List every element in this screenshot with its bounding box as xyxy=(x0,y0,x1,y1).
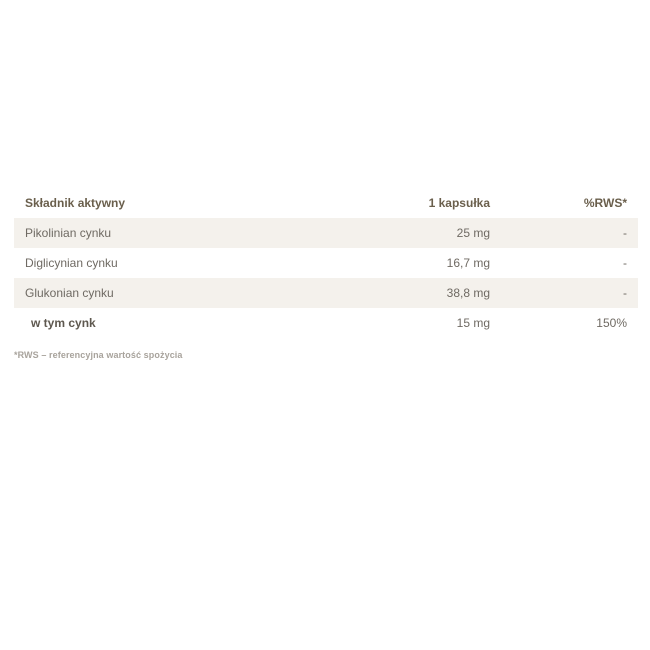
table-row xyxy=(14,278,638,308)
header-rws: %RWS* xyxy=(583,196,627,210)
row-rws: 150% xyxy=(596,316,627,330)
row-rws: - xyxy=(490,278,638,308)
row-ingredient: Pikolinian cynku xyxy=(14,218,394,248)
row-per-capsule: 15 mg xyxy=(456,316,490,330)
row-per-capsule: 25 mg xyxy=(394,218,490,248)
table-row-subtotal xyxy=(14,308,638,338)
row-per-capsule: 38,8 mg xyxy=(394,278,490,308)
rws-footnote: *RWS – referencyjna wartość spożycia xyxy=(14,350,183,360)
header-ingredient: Składnik aktywny xyxy=(25,196,126,210)
table-header xyxy=(14,188,638,218)
row-ingredient: Glukonian cynku xyxy=(14,278,394,308)
row-rws: - xyxy=(490,218,638,248)
row-ingredient: Diglicynian cynku xyxy=(25,256,118,270)
row-per-capsule: 16,7 mg xyxy=(446,256,490,270)
header-row xyxy=(14,188,638,218)
nutrition-table xyxy=(14,188,638,338)
table-row xyxy=(14,248,638,278)
row-rws: - xyxy=(623,256,627,270)
table-body xyxy=(14,218,638,338)
header-per-capsule: 1 kapsułka xyxy=(428,196,490,210)
table-row xyxy=(14,218,638,248)
nutrition-table-container xyxy=(14,188,638,338)
row-ingredient: w tym cynk xyxy=(31,316,96,330)
